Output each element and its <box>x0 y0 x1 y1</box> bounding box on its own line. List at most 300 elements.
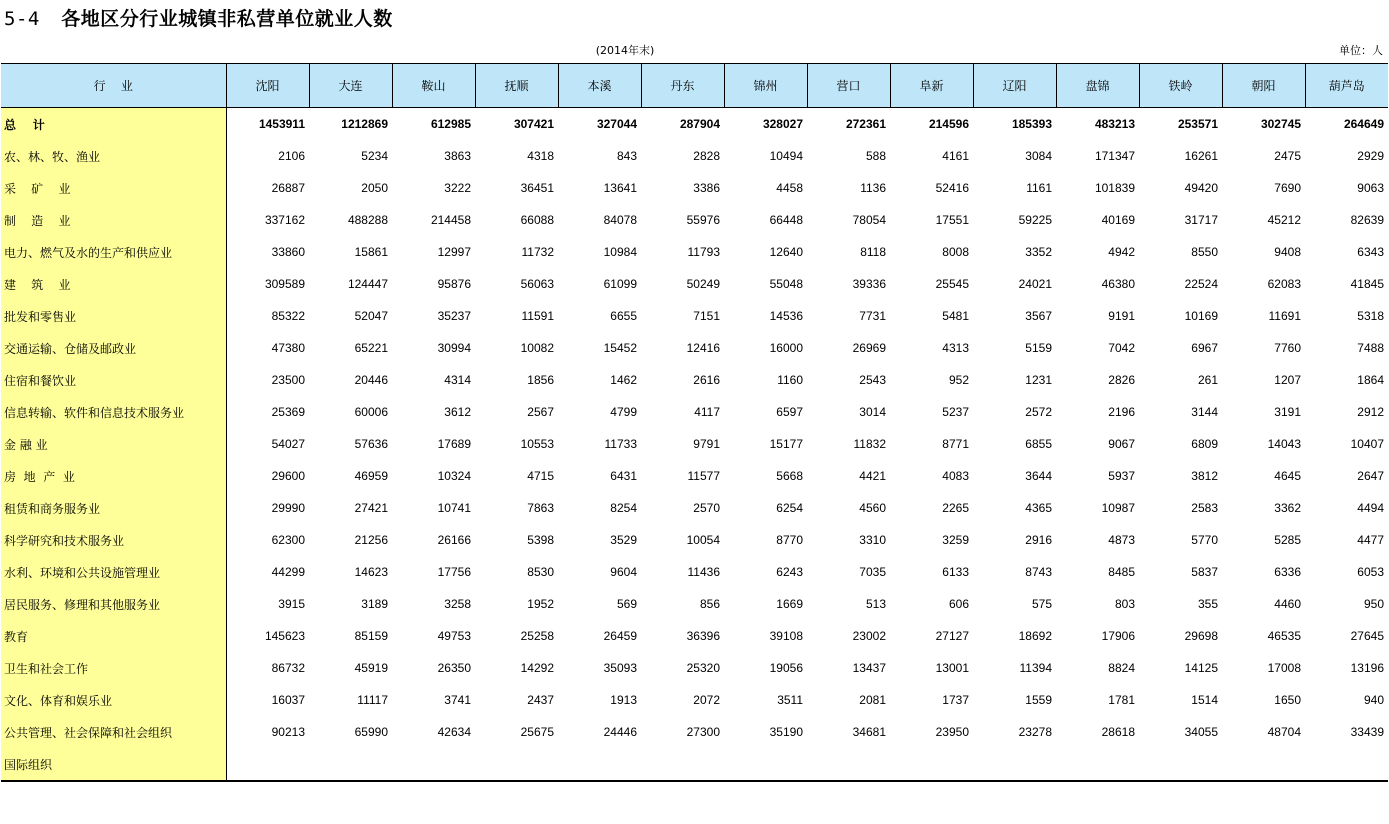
industry-label: 公共管理、社会保障和社会组织 <box>1 716 226 748</box>
value-cell: 28618 <box>1101 725 1135 739</box>
header-city: 本溪 <box>558 64 641 108</box>
value-cell: 59225 <box>1018 213 1052 227</box>
value-cell: 30994 <box>437 341 471 355</box>
table-row <box>1 652 1388 684</box>
value-cell: 14125 <box>1184 661 1218 675</box>
industry-label: 住宿和餐饮业 <box>1 364 226 396</box>
value-cell: 287904 <box>679 117 720 131</box>
value-cell: 1913 <box>610 693 637 707</box>
value-cell: 5285 <box>1274 533 1301 547</box>
value-cell: 17689 <box>437 437 471 451</box>
value-cell: 82639 <box>1350 213 1384 227</box>
value-cell: 3915 <box>278 597 305 611</box>
value-cell: 1856 <box>527 373 554 387</box>
value-cell: 5318 <box>1357 309 1384 323</box>
value-cell: 24021 <box>1018 277 1052 291</box>
value-cell: 8530 <box>527 565 554 579</box>
value-cell: 11394 <box>1019 661 1052 675</box>
value-cell: 1650 <box>1274 693 1301 707</box>
value-cell: 1514 <box>1191 693 1218 707</box>
value-cell: 2265 <box>942 501 969 515</box>
value-cell: 8770 <box>776 533 803 547</box>
value-cell: 17008 <box>1267 661 1301 675</box>
value-cell: 66088 <box>520 213 554 227</box>
value-cell: 843 <box>616 149 637 163</box>
value-cell: 6053 <box>1357 565 1384 579</box>
value-cell: 60006 <box>354 405 388 419</box>
value-cell: 2543 <box>859 373 886 387</box>
value-cell: 14043 <box>1267 437 1301 451</box>
value-cell: 307421 <box>513 117 554 131</box>
value-cell <box>226 748 309 781</box>
year-note: (2014年末) <box>595 44 655 57</box>
table-row <box>1 364 1388 396</box>
value-cell: 1864 <box>1357 373 1384 387</box>
industry-label: 信息转输、软件和信息技术服务业 <box>1 396 226 428</box>
value-cell: 7042 <box>1108 341 1135 355</box>
value-cell: 4645 <box>1274 469 1301 483</box>
value-cell: 328027 <box>762 117 803 131</box>
value-cell: 2106 <box>278 149 305 163</box>
header-city: 朝阳 <box>1222 64 1305 108</box>
value-cell: 3741 <box>444 693 471 707</box>
value-cell: 612985 <box>430 117 471 131</box>
value-cell: 85322 <box>271 309 305 323</box>
value-cell: 171347 <box>1094 149 1135 163</box>
value-cell: 13641 <box>603 181 637 195</box>
value-cell: 4458 <box>776 181 803 195</box>
value-cell: 2081 <box>859 693 886 707</box>
value-cell: 90213 <box>271 725 305 739</box>
value-cell: 1781 <box>1108 693 1135 707</box>
table-row <box>1 300 1388 332</box>
value-cell: 25545 <box>935 277 969 291</box>
value-cell: 7035 <box>859 565 886 579</box>
value-cell: 569 <box>616 597 637 611</box>
table-row <box>1 524 1388 556</box>
value-cell: 6855 <box>1025 437 1052 451</box>
value-cell: 2567 <box>527 405 554 419</box>
industry-label: 国际组织 <box>1 748 226 781</box>
value-cell: 272361 <box>845 117 886 131</box>
value-cell: 10169 <box>1184 309 1218 323</box>
header-city: 葫芦岛 <box>1305 64 1388 108</box>
value-cell: 18692 <box>1018 629 1052 643</box>
value-cell: 2826 <box>1108 373 1135 387</box>
value-cell <box>1056 748 1139 781</box>
value-cell: 15861 <box>354 245 388 259</box>
value-cell: 27300 <box>686 725 720 739</box>
value-cell: 4477 <box>1357 533 1384 547</box>
industry-label: 金 融 业 <box>1 428 226 460</box>
value-cell: 3612 <box>444 405 471 419</box>
value-cell: 2050 <box>361 181 388 195</box>
value-cell: 4365 <box>1025 501 1052 515</box>
value-cell: 101839 <box>1094 181 1135 195</box>
value-cell: 50249 <box>686 277 720 291</box>
table-row <box>1 236 1388 268</box>
value-cell: 6133 <box>942 565 969 579</box>
value-cell: 1453911 <box>258 117 305 131</box>
value-cell: 26166 <box>437 533 471 547</box>
value-cell: 3352 <box>1025 245 1052 259</box>
value-cell: 8771 <box>942 437 969 451</box>
value-cell: 62083 <box>1267 277 1301 291</box>
value-cell: 124447 <box>347 277 388 291</box>
value-cell: 2072 <box>693 693 720 707</box>
industry-label: 卫生和社会工作 <box>1 652 226 684</box>
header-city: 抚顺 <box>475 64 558 108</box>
header-city: 大连 <box>309 64 392 108</box>
value-cell: 483213 <box>1094 117 1135 131</box>
value-cell: 45212 <box>1267 213 1301 227</box>
industry-label: 交通运输、仓储及邮政业 <box>1 332 226 364</box>
value-cell: 3191 <box>1274 405 1301 419</box>
value-cell: 7690 <box>1274 181 1301 195</box>
value-cell: 47380 <box>271 341 305 355</box>
value-cell: 3222 <box>444 181 471 195</box>
value-cell: 8824 <box>1108 661 1135 675</box>
value-cell: 16000 <box>769 341 803 355</box>
value-cell: 337162 <box>264 213 305 227</box>
value-cell: 3812 <box>1191 469 1218 483</box>
value-cell: 952 <box>948 373 969 387</box>
table-row <box>1 428 1388 460</box>
value-cell <box>309 748 392 781</box>
value-cell: 34055 <box>1184 725 1218 739</box>
value-cell: 52047 <box>354 309 388 323</box>
value-cell: 1737 <box>942 693 969 707</box>
value-cell: 9191 <box>1108 309 1135 323</box>
table-row <box>1 460 1388 492</box>
value-cell: 3258 <box>444 597 471 611</box>
value-cell: 14292 <box>520 661 554 675</box>
value-cell: 950 <box>1363 597 1384 611</box>
value-cell: 23500 <box>271 373 305 387</box>
value-cell: 6254 <box>776 501 803 515</box>
value-cell: 6343 <box>1357 245 1384 259</box>
value-cell: 7488 <box>1357 341 1384 355</box>
table-row <box>1 204 1388 236</box>
value-cell: 11733 <box>604 437 637 451</box>
value-cell: 1160 <box>777 373 803 387</box>
value-cell: 2583 <box>1191 501 1218 515</box>
industry-label: 科学研究和技术服务业 <box>1 524 226 556</box>
value-cell: 65221 <box>354 341 388 355</box>
value-cell: 65990 <box>354 725 388 739</box>
value-cell: 4560 <box>859 501 886 515</box>
value-cell: 86732 <box>271 661 305 675</box>
value-cell: 29990 <box>271 501 305 515</box>
value-cell: 4421 <box>859 469 886 483</box>
value-cell: 588 <box>865 149 886 163</box>
value-cell: 11591 <box>521 309 554 323</box>
value-cell: 12416 <box>686 341 720 355</box>
value-cell: 3084 <box>1025 149 1052 163</box>
value-cell: 95876 <box>437 277 471 291</box>
value-cell: 261 <box>1197 373 1218 387</box>
value-cell: 1231 <box>1025 373 1052 387</box>
value-cell: 66448 <box>769 213 803 227</box>
value-cell: 11117 <box>357 693 388 707</box>
value-cell: 49753 <box>437 629 471 643</box>
value-cell: 5234 <box>361 149 388 163</box>
value-cell: 3014 <box>859 405 886 419</box>
value-cell: 9791 <box>693 437 720 451</box>
value-cell: 2912 <box>1357 405 1384 419</box>
value-cell: 2929 <box>1357 149 1384 163</box>
value-cell: 6967 <box>1191 341 1218 355</box>
value-cell: 26459 <box>603 629 637 643</box>
value-cell: 46535 <box>1267 629 1301 643</box>
value-cell: 9067 <box>1108 437 1135 451</box>
value-cell: 1207 <box>1274 373 1301 387</box>
value-cell: 35093 <box>603 661 637 675</box>
industry-label: 总 计 <box>1 108 226 141</box>
value-cell: 7863 <box>527 501 554 515</box>
value-cell: 25675 <box>520 725 554 739</box>
value-cell: 214458 <box>430 213 471 227</box>
value-cell: 29698 <box>1184 629 1218 643</box>
value-cell: 4460 <box>1274 597 1301 611</box>
value-cell: 85159 <box>354 629 388 643</box>
value-cell: 8008 <box>942 245 969 259</box>
value-cell: 302745 <box>1260 117 1301 131</box>
value-cell: 21256 <box>354 533 388 547</box>
value-cell: 25369 <box>271 405 305 419</box>
value-cell: 3529 <box>610 533 637 547</box>
value-cell: 15177 <box>769 437 803 451</box>
value-cell: 3644 <box>1025 469 1052 483</box>
value-cell: 36451 <box>520 181 554 195</box>
value-cell: 4117 <box>694 405 720 419</box>
value-cell: 6336 <box>1274 565 1301 579</box>
value-cell: 4083 <box>942 469 969 483</box>
value-cell: 6243 <box>776 565 803 579</box>
value-cell: 4715 <box>527 469 554 483</box>
value-cell: 40169 <box>1101 213 1135 227</box>
value-cell: 3386 <box>693 181 720 195</box>
table-header-row <box>1 64 1388 108</box>
table-number: 5-4 <box>4 8 40 30</box>
value-cell: 10987 <box>1101 501 1135 515</box>
value-cell <box>724 748 807 781</box>
table-row <box>1 268 1388 300</box>
value-cell: 4942 <box>1108 245 1135 259</box>
value-cell <box>392 748 475 781</box>
value-cell: 5770 <box>1191 533 1218 547</box>
value-cell: 253571 <box>1177 117 1218 131</box>
value-cell: 34681 <box>852 725 886 739</box>
value-cell: 214596 <box>928 117 969 131</box>
header-city: 丹东 <box>641 64 724 108</box>
value-cell: 4161 <box>942 149 969 163</box>
value-cell: 57636 <box>354 437 388 451</box>
page-title <box>4 4 393 31</box>
value-cell: 940 <box>1363 693 1384 707</box>
value-cell: 27645 <box>1350 629 1384 643</box>
value-cell: 2437 <box>527 693 554 707</box>
industry-label: 居民服务、修理和其他服务业 <box>1 588 226 620</box>
value-cell: 5237 <box>942 405 969 419</box>
header-city: 盘锦 <box>1056 64 1139 108</box>
value-cell: 41845 <box>1350 277 1384 291</box>
value-cell: 3511 <box>777 693 803 707</box>
header-industry: 行 业 <box>1 64 226 108</box>
value-cell: 10984 <box>603 245 637 259</box>
value-cell: 49420 <box>1184 181 1218 195</box>
value-cell <box>641 748 724 781</box>
industry-label: 制 造 业 <box>1 204 226 236</box>
value-cell: 8118 <box>860 245 886 259</box>
value-cell: 5398 <box>527 533 554 547</box>
value-cell: 26969 <box>852 341 886 355</box>
header-city: 铁岭 <box>1139 64 1222 108</box>
value-cell: 8550 <box>1191 245 1218 259</box>
value-cell: 309589 <box>264 277 305 291</box>
value-cell: 22524 <box>1184 277 1218 291</box>
value-cell: 54027 <box>271 437 305 451</box>
industry-label: 房 地 产 业 <box>1 460 226 492</box>
value-cell: 11832 <box>853 437 886 451</box>
value-cell: 42634 <box>437 725 471 739</box>
total-row <box>1 108 1388 141</box>
employment-table <box>1 63 1388 782</box>
value-cell: 23278 <box>1018 725 1052 739</box>
header-city: 营口 <box>807 64 890 108</box>
value-cell: 5668 <box>776 469 803 483</box>
value-cell: 17756 <box>437 565 471 579</box>
value-cell: 15452 <box>603 341 637 355</box>
value-cell: 145623 <box>264 629 305 643</box>
value-cell: 48704 <box>1267 725 1301 739</box>
value-cell: 56063 <box>520 277 554 291</box>
value-cell: 3362 <box>1274 501 1301 515</box>
value-cell: 84078 <box>603 213 637 227</box>
value-cell: 9604 <box>610 565 637 579</box>
value-cell: 6597 <box>776 405 803 419</box>
value-cell: 16037 <box>271 693 305 707</box>
value-cell: 8254 <box>610 501 637 515</box>
value-cell: 78054 <box>852 213 886 227</box>
value-cell: 4494 <box>1357 501 1384 515</box>
value-cell: 10494 <box>769 149 803 163</box>
industry-label: 采 矿 业 <box>1 172 226 204</box>
value-cell: 35237 <box>437 309 471 323</box>
table-row <box>1 396 1388 428</box>
unit-label: 单位：人 <box>1339 44 1383 57</box>
value-cell: 513 <box>865 597 886 611</box>
table-row <box>1 492 1388 524</box>
value-cell: 7760 <box>1274 341 1301 355</box>
value-cell: 7731 <box>859 309 886 323</box>
value-cell: 8485 <box>1108 565 1135 579</box>
value-cell: 3567 <box>1025 309 1052 323</box>
value-cell: 39336 <box>852 277 886 291</box>
value-cell: 803 <box>1114 597 1135 611</box>
value-cell: 3310 <box>859 533 886 547</box>
value-cell: 55976 <box>686 213 720 227</box>
value-cell <box>558 748 641 781</box>
value-cell: 2647 <box>1357 469 1384 483</box>
value-cell: 1952 <box>527 597 554 611</box>
value-cell: 11691 <box>1268 309 1301 323</box>
industry-label: 水利、环境和公共设施管理业 <box>1 556 226 588</box>
value-cell: 31717 <box>1184 213 1218 227</box>
table-row <box>1 620 1388 652</box>
value-cell: 856 <box>699 597 720 611</box>
value-cell <box>973 748 1056 781</box>
value-cell: 4799 <box>610 405 637 419</box>
value-cell: 5481 <box>942 309 969 323</box>
industry-label: 电力、燃气及水的生产和供应业 <box>1 236 226 268</box>
value-cell: 2570 <box>693 501 720 515</box>
value-cell: 6655 <box>610 309 637 323</box>
value-cell: 14623 <box>354 565 388 579</box>
value-cell: 1136 <box>860 181 886 195</box>
value-cell: 26350 <box>437 661 471 675</box>
value-cell: 52416 <box>935 181 969 195</box>
value-cell: 10324 <box>437 469 471 483</box>
value-cell: 185393 <box>1011 117 1052 131</box>
value-cell: 10082 <box>520 341 554 355</box>
value-cell: 9063 <box>1357 181 1384 195</box>
value-cell: 10407 <box>1350 437 1384 451</box>
value-cell: 11577 <box>687 469 720 483</box>
industry-label: 文化、体育和娱乐业 <box>1 684 226 716</box>
value-cell: 3259 <box>942 533 969 547</box>
table-row <box>1 684 1388 716</box>
value-cell: 12997 <box>437 245 471 259</box>
value-cell: 25258 <box>520 629 554 643</box>
value-cell: 2572 <box>1025 405 1052 419</box>
value-cell: 25320 <box>686 661 720 675</box>
value-cell: 4314 <box>444 373 471 387</box>
header-city: 锦州 <box>724 64 807 108</box>
value-cell: 1669 <box>776 597 803 611</box>
value-cell: 3144 <box>1191 405 1218 419</box>
value-cell: 26887 <box>271 181 305 195</box>
industry-label: 租赁和商务服务业 <box>1 492 226 524</box>
value-cell: 36396 <box>686 629 720 643</box>
value-cell: 2196 <box>1108 405 1135 419</box>
value-cell: 355 <box>1197 597 1218 611</box>
value-cell: 1212869 <box>341 117 388 131</box>
table-row <box>1 140 1388 172</box>
header-city: 辽阳 <box>973 64 1056 108</box>
value-cell: 16261 <box>1184 149 1218 163</box>
value-cell: 20446 <box>354 373 388 387</box>
value-cell: 13196 <box>1350 661 1384 675</box>
value-cell: 3189 <box>361 597 388 611</box>
value-cell: 3863 <box>444 149 471 163</box>
value-cell: 2475 <box>1274 149 1301 163</box>
value-cell <box>1305 748 1388 781</box>
header-city: 沈阳 <box>226 64 309 108</box>
value-cell: 5937 <box>1108 469 1135 483</box>
value-cell: 1462 <box>610 373 637 387</box>
value-cell: 4318 <box>527 149 554 163</box>
value-cell: 11793 <box>687 245 720 259</box>
value-cell: 606 <box>948 597 969 611</box>
value-cell: 9408 <box>1274 245 1301 259</box>
value-cell <box>890 748 973 781</box>
value-cell: 27127 <box>935 629 969 643</box>
industry-label: 教育 <box>1 620 226 652</box>
value-cell: 39108 <box>769 629 803 643</box>
table-row <box>1 332 1388 364</box>
value-cell: 1559 <box>1025 693 1052 707</box>
